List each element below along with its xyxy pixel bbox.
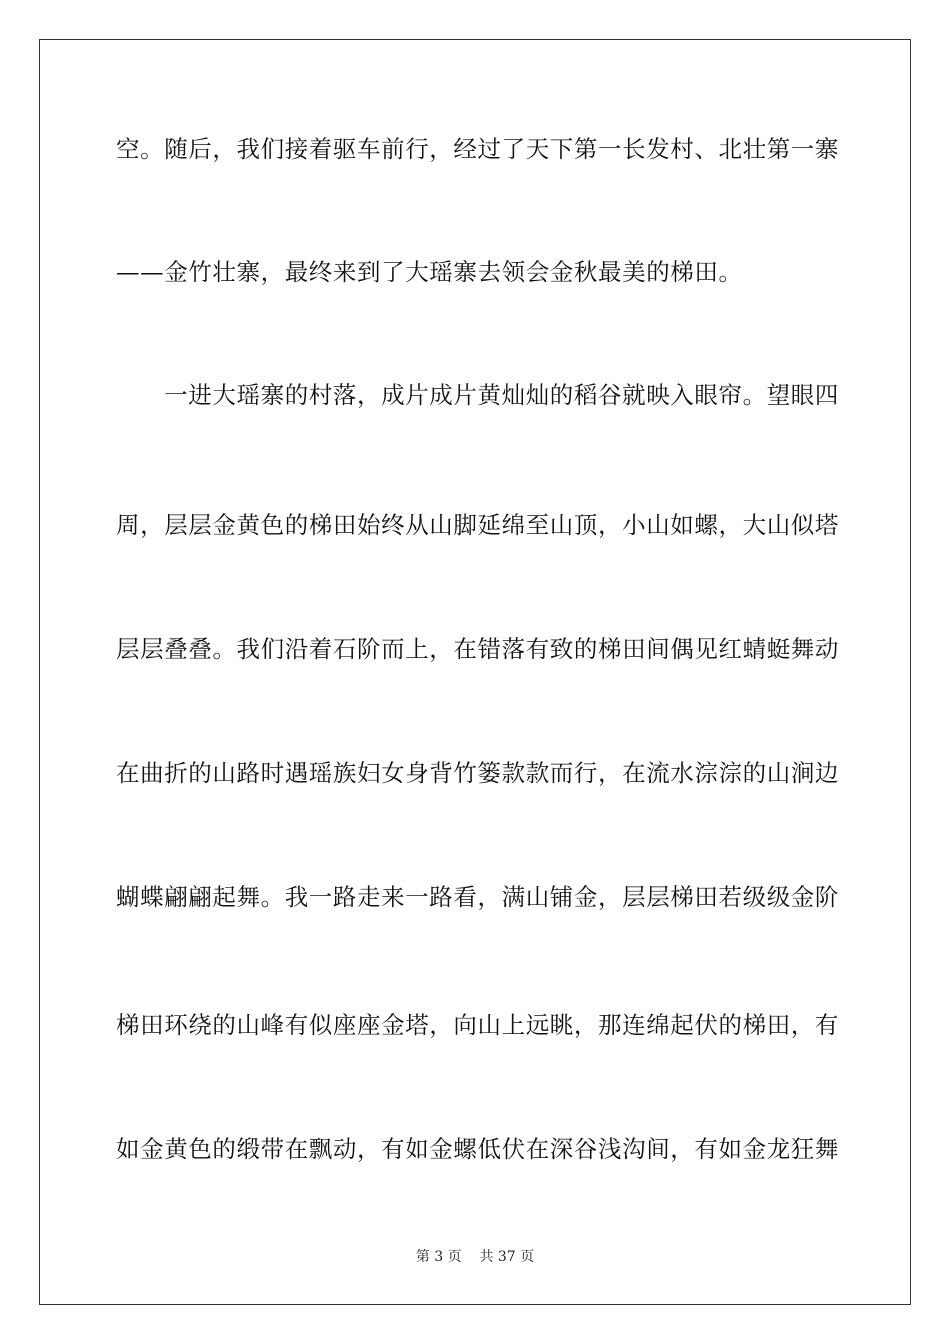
page-footer bbox=[0, 1247, 950, 1267]
page-number: 第 3 页 bbox=[415, 1249, 462, 1265]
text-line-2: ——金竹壮寨，最终来到了大瑶寨去领会金秋最美的梯田。 bbox=[116, 258, 743, 286]
text-line-1: 空。随后，我们接着驱车前行，经过了天下第一长发村、北壮第一寨 bbox=[116, 135, 839, 163]
text-line-9: 如金黄色的缎带在飘动，有如金螺低伏在深谷浅沟间，有如金龙狂舞 bbox=[116, 1135, 839, 1163]
text-line-3: 一进大瑶寨的村落，成片成片黄灿灿的稻谷就映入眼帘。望眼四 bbox=[116, 381, 839, 409]
text-line-6: 在曲折的山路时遇瑶族妇女身背竹篓款款而行，在流水淙淙的山涧边 bbox=[116, 759, 839, 787]
page-border bbox=[39, 39, 911, 1305]
page-total: 共 37 页 bbox=[479, 1249, 535, 1265]
text-line-4: 周，层层金黄色的梯田始终从山脚延绵至山顶，小山如螺，大山似塔 bbox=[116, 511, 839, 539]
text-line-8: 梯田环绕的山峰有似座座金塔，向山上远眺，那连绵起伏的梯田，有 bbox=[116, 1011, 839, 1039]
text-line-5: 层层叠叠。我们沿着石阶而上，在错落有致的梯田间偶见红蜻蜓舞动 bbox=[116, 635, 839, 663]
text-line-7: 蝴蝶翩翩起舞。我一路走来一路看，满山铺金，层层梯田若级级金阶 bbox=[116, 883, 839, 911]
